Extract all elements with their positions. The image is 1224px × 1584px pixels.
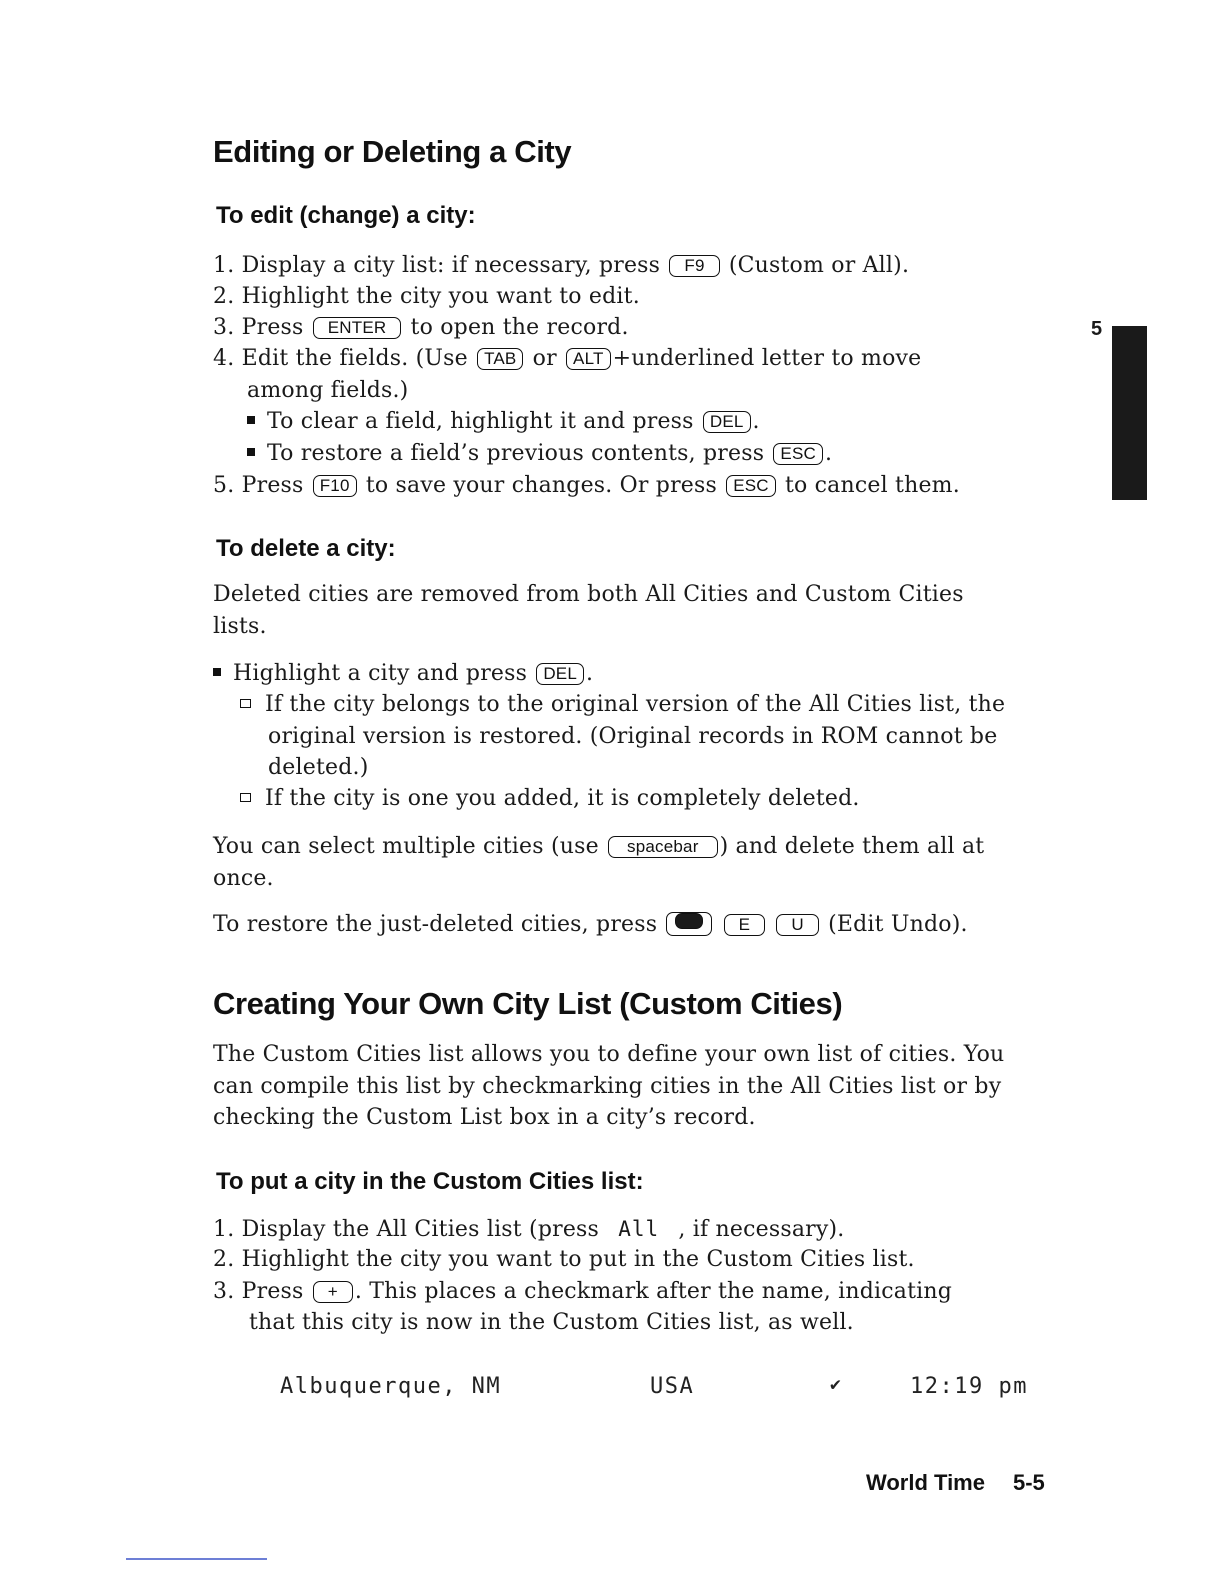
put-step-1: 1. Display the All Cities list (press All , if necessary). (213, 1217, 845, 1242)
key-f9: F9 (669, 255, 719, 277)
key-u: U (776, 914, 818, 936)
key-spacebar: spacebar (608, 836, 718, 858)
delete-bullet: Highlight a city and press DEL . (213, 658, 593, 690)
bullet-icon (213, 668, 221, 676)
key-e: E (724, 914, 766, 936)
edit-step-2: 2. Highlight the city you want to edit. (213, 284, 640, 309)
display-country: USA (650, 1374, 695, 1399)
menu-key-icon (666, 912, 712, 936)
menu-key-glyph-icon (675, 913, 703, 929)
checkbox-bullet-icon (240, 699, 251, 708)
delete-sub-1: If the city belongs to the original version of the All Cities list, the (240, 689, 1005, 721)
key-enter: ENTER (313, 317, 402, 339)
key-esc: ESC (773, 443, 823, 465)
display-city: Albuquerque, NM (280, 1374, 502, 1399)
put-step-3: 3. Press + . This places a checkmark after the name, indicating (213, 1279, 953, 1304)
checkmark-icon: ✔ (830, 1374, 843, 1395)
delete-sub-1-cont: original version is restored. (Original records in ROM cannot be (268, 724, 998, 749)
custom-intro-line-3: checking the Custom List box in a city’s record. (213, 1105, 756, 1130)
edit-step-5: 5. Press F10 to save your changes. Or press ESC to cancel them. (213, 473, 960, 498)
key-del: DEL (536, 663, 584, 685)
heading-delete-city: To delete a city: (216, 535, 396, 562)
softkey-all: All (618, 1217, 660, 1241)
delete-sub-2: If the city is one you added, it is completely deleted. (240, 783, 860, 815)
footer-page-number: 5-5 (1013, 1470, 1045, 1495)
checkbox-bullet-icon (240, 793, 251, 802)
edit-step-1: 1. Display a city list: if necessary, press F9 (Custom or All). (213, 253, 910, 278)
display-time: 12:19 pm (910, 1374, 1028, 1399)
delete-intro-line-1: Deleted cities are removed from both All Cities and Custom Cities (213, 582, 964, 607)
put-step-2: 2. Highlight the city you want to put in the Custom Cities list. (213, 1247, 915, 1272)
key-tab: TAB (477, 348, 523, 370)
chapter-tab-marker (1112, 326, 1147, 500)
delete-sub-1-cont-2: deleted.) (268, 755, 369, 780)
section-title-custom-cities: Creating Your Own City List (Custom Cities) (213, 986, 843, 1021)
edit-step-3: 3. Press ENTER to open the record. (213, 315, 629, 340)
key-plus: + (313, 1281, 353, 1303)
bottom-rule (126, 1558, 267, 1560)
heading-edit-city: To edit (change) a city: (216, 202, 476, 229)
edit-step-4: 4. Edit the fields. (Use TAB or ALT +underlined letter to move (213, 346, 922, 371)
edit-bullet-restore: To restore a field’s previous contents, press ESC . (247, 438, 832, 470)
key-del: DEL (703, 411, 751, 433)
chapter-tab-number: 5 (1091, 318, 1103, 340)
bullet-icon (247, 448, 255, 456)
edit-bullet-clear: To clear a field, highlight it and press DEL . (247, 406, 760, 438)
section-title-editing: Editing or Deleting a City (213, 134, 572, 169)
multi-select-line: You can select multiple cities (use spacebar ) and delete them all at (213, 834, 985, 859)
key-f10: F10 (313, 475, 357, 497)
key-esc: ESC (726, 475, 776, 497)
undo-line: To restore the just-deleted cities, press E U (Edit Undo). (213, 912, 968, 937)
custom-intro-line-2: can compile this list by checkmarking cities in the All Cities list or by (213, 1074, 1002, 1099)
heading-put-city: To put a city in the Custom Cities list: (216, 1168, 644, 1195)
put-step-3-cont: that this city is now in the Custom Cities list, as well. (249, 1310, 854, 1335)
custom-intro-line-1: The Custom Cities list allows you to define your own list of cities. You (213, 1042, 1005, 1067)
bullet-icon (247, 416, 255, 424)
footer-chapter: World Time (866, 1470, 985, 1495)
multi-select-line-2: once. (213, 866, 274, 891)
edit-step-4-cont: among fields.) (247, 378, 409, 403)
delete-intro-line-2: lists. (213, 614, 267, 639)
key-alt: ALT (566, 348, 611, 370)
